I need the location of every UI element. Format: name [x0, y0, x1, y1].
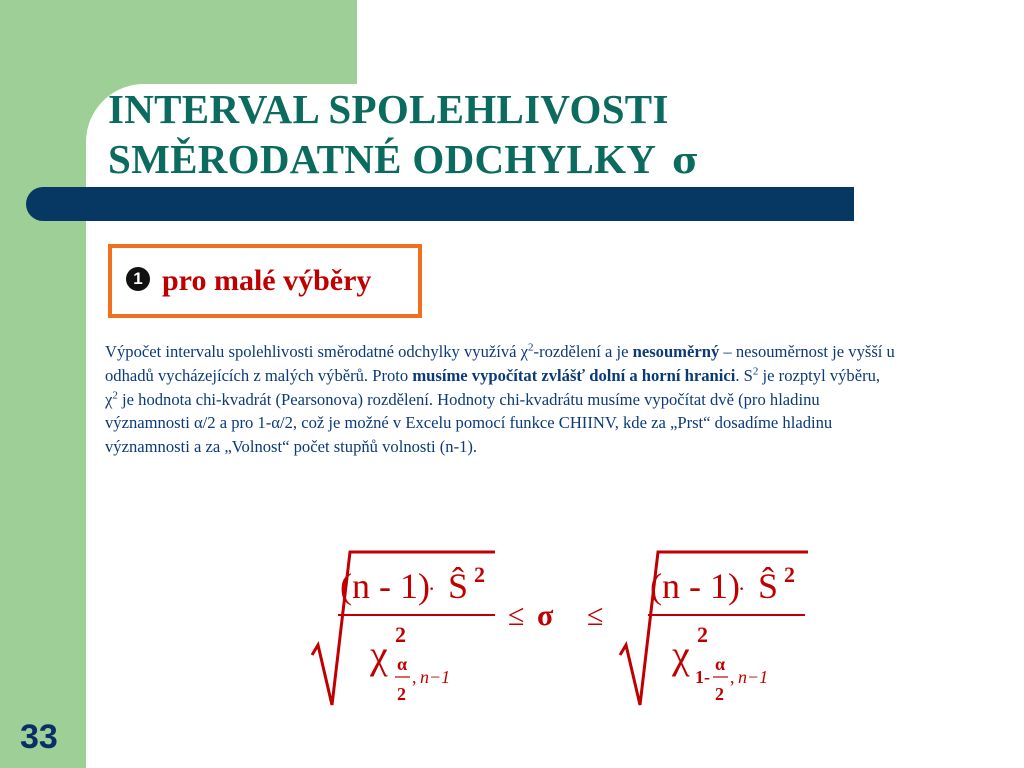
- left-chi: χ: [370, 632, 388, 677]
- title-line-2: SMĚRODATNÉ ODCHYLKY: [108, 136, 657, 182]
- para-text: je rozptyl výběru, χ: [105, 365, 881, 409]
- leq-sign-left: ≤: [508, 599, 525, 632]
- para-superscript: 2: [112, 389, 118, 402]
- para-bold-text: nesouměrný: [632, 342, 720, 361]
- right-chi: χ: [672, 632, 690, 677]
- left-multiply-dot: ·: [428, 576, 436, 601]
- section-badge: [108, 244, 422, 318]
- left-degrees-of-freedom: n−1: [420, 667, 451, 687]
- title-line-2-row: [108, 134, 699, 186]
- right-s-hat: Ŝ: [758, 566, 779, 606]
- right-chi-square: 2: [697, 622, 708, 647]
- section-badge-label: pro malé výběry: [162, 264, 372, 297]
- right-comma: ,: [730, 667, 735, 687]
- page-number: 33: [20, 718, 58, 756]
- left-chi-square: 2: [395, 622, 406, 647]
- explanation-paragraph: [105, 340, 895, 459]
- right-alpha: α: [715, 654, 726, 674]
- number-one-icon: 1: [126, 267, 150, 291]
- para-text: . S: [735, 365, 753, 385]
- left-numerator-factor: (n - 1): [340, 566, 430, 606]
- left-alpha-denominator: 2: [397, 684, 406, 704]
- para-superscript: 2: [528, 341, 534, 354]
- right-one-minus: 1-: [695, 667, 710, 687]
- para-text: Výpočet intervalu spolehlivosti směrodatné odchylky využívá χ: [105, 342, 529, 361]
- title-divider-bar: [26, 187, 854, 221]
- right-s-square: 2: [784, 562, 795, 587]
- left-alpha: α: [397, 654, 408, 674]
- para-text: je hodnota chi-kvadrát (Pearsonova) rozdělení. Hodnoty chi-kvadrátu musíme vypočítat dvě (pro hladinu významnosti α/2 a pro 1-α/2, což je možné v Excelu pomocí funkce CHIINV, kde za „Prst“ dosadíme hladinu významnosti a za „Volnost“ počet stupňů volnosti (n-1).: [105, 389, 833, 457]
- leq-sign-right: ≤: [587, 599, 604, 632]
- slide-title: [108, 84, 699, 186]
- para-superscript: 2: [752, 365, 759, 378]
- para-bold-text: musíme vypočítat zvlášť dolní a horní hranici: [412, 365, 736, 385]
- para-text: -rozdělení a je: [533, 342, 633, 361]
- sigma-symbol: σ: [537, 599, 554, 632]
- right-alpha-denominator: 2: [715, 684, 724, 704]
- left-s-hat: Ŝ: [448, 566, 469, 606]
- title-sigma-symbol: σ: [672, 140, 700, 182]
- right-numerator-factor: (n - 1): [650, 566, 740, 606]
- para-text: – nesouměrnost je vyšší u odhadů vycházejících z malých výběrů. Proto: [105, 342, 895, 385]
- left-comma: ,: [412, 667, 417, 687]
- right-multiply-dot: ·: [738, 576, 746, 601]
- title-line-1: INTERVAL SPOLEHLIVOSTI: [108, 86, 669, 132]
- confidence-interval-formula: [300, 540, 820, 720]
- right-degrees-of-freedom: n−1: [738, 667, 769, 687]
- left-s-square: 2: [474, 562, 485, 587]
